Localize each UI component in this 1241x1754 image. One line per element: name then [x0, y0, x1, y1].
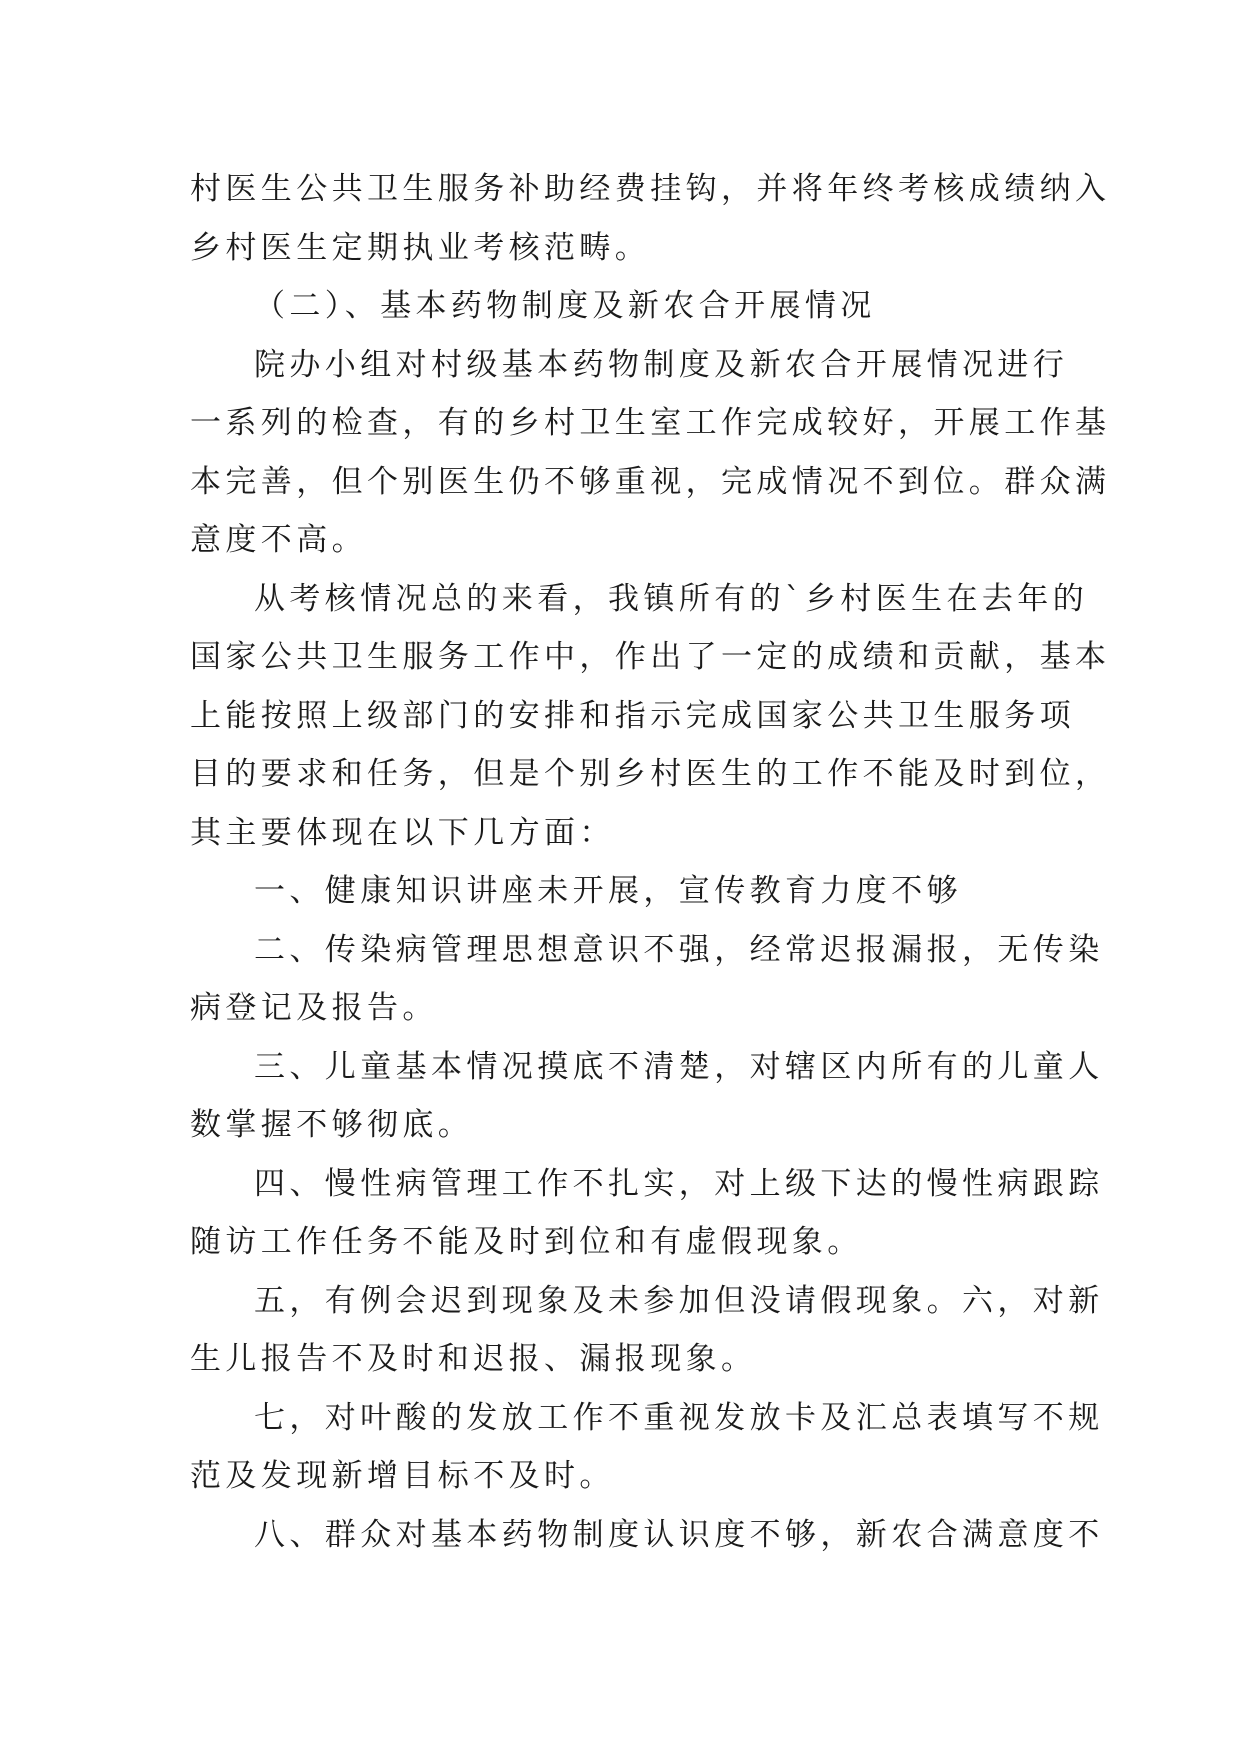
text-line: 乡村医生定期执业考核范畴。: [190, 229, 651, 266]
text-line: 范及发现新增目标不及时。: [190, 1458, 615, 1494]
text-line: 意度不高。: [190, 522, 367, 558]
text-line: 一系列的检查，有的乡村卫生室工作完成较好，开展工作基: [190, 405, 1111, 441]
document-body: [190, 160, 1111, 1564]
list-item: 四、慢性病管理工作不扎实，对上级下达的慢性病跟踪: [254, 1165, 1104, 1202]
text-line: 本完善，但个别医生仍不够重视，完成情况不到位。群众满: [190, 463, 1111, 500]
text-line: 其主要体现在以下几方面：: [190, 814, 615, 851]
list-item: 八、群众对基本药物制度认识度不够，新农合满意度不: [254, 1516, 1104, 1553]
text-line: 数掌握不够彻底。: [190, 1107, 474, 1143]
text-line: 国家公共卫生服务工作中，作出了一定的成绩和贡献，基本: [190, 639, 1111, 675]
text-line: 随访工作任务不能及时到位和有虚假现象。: [190, 1224, 863, 1260]
text-line: 院办小组对村级基本药物制度及新农合开展情况进行: [254, 346, 1069, 383]
text-line: 村医生公共卫生服务补助经费挂钩，并将年终考核成绩纳入: [190, 171, 1111, 207]
section-heading: （二）、基本药物制度及新农合开展情况: [254, 288, 876, 324]
text-line: 上能按照上级部门的安排和指示完成国家公共卫生服务项: [190, 697, 1075, 734]
list-item: 一、健康知识讲座未开展，宣传教育力度不够: [254, 873, 962, 909]
list-item: 五，有例会迟到现象及未参加但没请假现象。六，对新: [254, 1282, 1104, 1319]
list-item: 七，对叶酸的发放工作不重视发放卡及汇总表填写不规: [254, 1399, 1104, 1436]
list-item: 二、传染病管理思想意识不强，经常迟报漏报，无传染: [254, 931, 1104, 968]
list-item: 三、儿童基本情况摸底不清楚，对辖区内所有的儿童人: [254, 1048, 1104, 1085]
text-line: 生儿报告不及时和迟报、漏报现象。: [190, 1341, 757, 1377]
text-line: 从考核情况总的来看，我镇所有的`乡村医生在去年的: [254, 580, 1089, 617]
text-line: 目的要求和任务，但是个别乡村医生的工作不能及时到位，: [190, 756, 1111, 792]
text-line: 病登记及报告。: [190, 990, 438, 1026]
